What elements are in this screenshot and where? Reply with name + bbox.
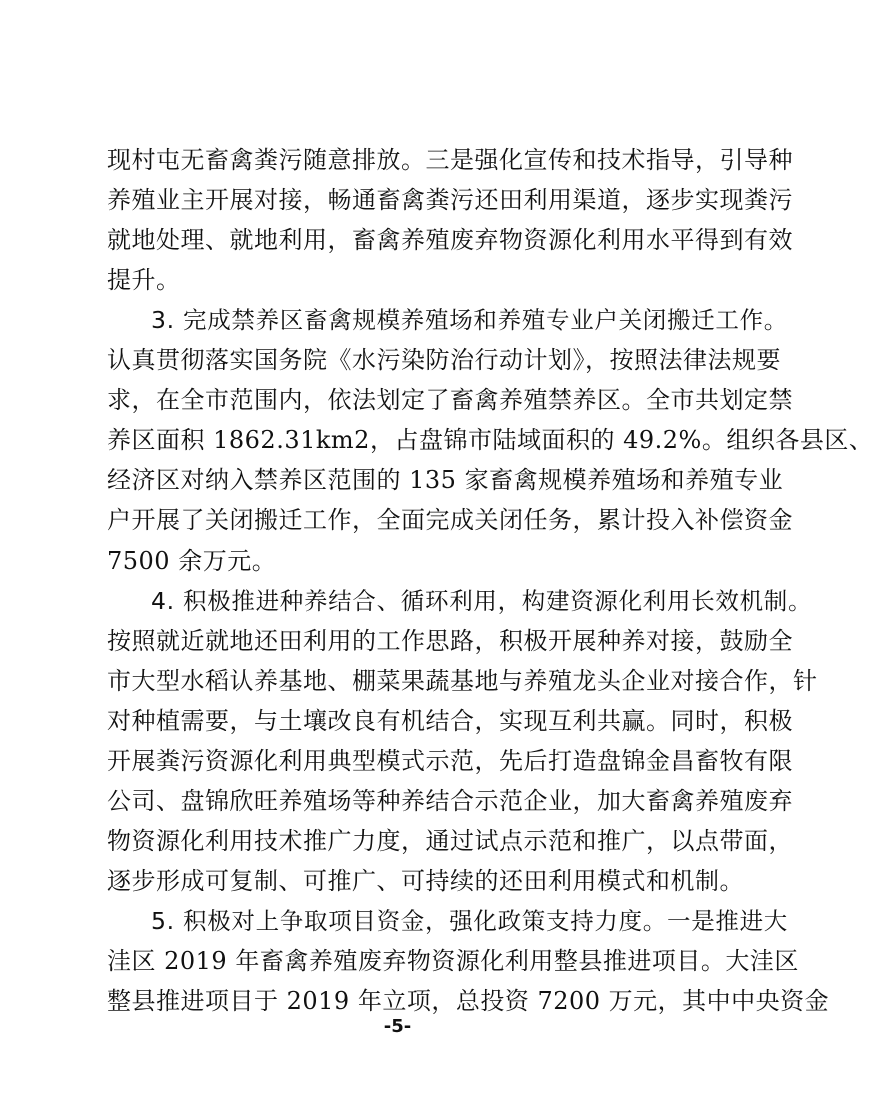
body-text-line: 7500 余万元。 bbox=[107, 547, 277, 575]
body-text-line: 公司、盘锦欣旺养殖场等种养结合示范企业，加大畜禽养殖废弃 bbox=[107, 787, 793, 815]
body-text-line: 逐步形成可复制、可推广、可持续的还田利用模式和机制。 bbox=[107, 867, 744, 895]
body-text-line: 物资源化利用技术推广力度，通过试点示范和推广，以点带面， bbox=[107, 827, 793, 855]
section-heading-5: 5. 积极对上争取项目资金，强化政策支持力度。一是推进大 bbox=[151, 907, 788, 935]
body-text-line: 整县推进项目于 2019 年立项，总投资 7200 万元，其中中央资金 bbox=[107, 987, 830, 1015]
body-text-line: 户开展了关闭搬迁工作，全面完成关闭任务，累计投入补偿资金 bbox=[107, 506, 793, 534]
section-heading-3: 3. 完成禁养区畜禽规模养殖场和养殖专业户关闭搬迁工作。 bbox=[151, 306, 788, 334]
body-text-line: 按照就近就地还田利用的工作思路，积极开展种养对接，鼓励全 bbox=[107, 627, 793, 655]
body-text-line: 求，在全市范围内，依法划定了畜禽养殖禁养区。全市共划定禁 bbox=[107, 386, 793, 414]
body-text-line: 养区面积 1862.31km2，占盘锦市陆域面积的 49.2%。组织各县区、 bbox=[107, 426, 873, 454]
body-text-line: 对种植需要，与土壤改良有机结合，实现互利共赢。同时，积极 bbox=[107, 707, 793, 735]
body-text-line: 开展粪污资源化利用典型模式示范，先后打造盘锦金昌畜牧有限 bbox=[107, 747, 793, 775]
body-text-line: 市大型水稻认养基地、棚菜果蔬基地与养殖龙头企业对接合作，针 bbox=[107, 667, 818, 695]
body-text-line: 就地处理、就地利用，畜禽养殖废弃物资源化利用水平得到有效 bbox=[107, 226, 793, 254]
body-text-line: 洼区 2019 年畜禽养殖废弃物资源化利用整县推进项目。大洼区 bbox=[107, 947, 799, 975]
body-text-line: 提升。 bbox=[107, 266, 181, 294]
body-text-line: 经济区对纳入禁养区范围的 135 家畜禽规模养殖场和养殖专业 bbox=[107, 466, 784, 494]
body-text-line: 现村屯无畜禽粪污随意排放。三是强化宣传和技术指导，引导种 bbox=[107, 146, 793, 174]
body-text-line: 认真贯彻落实国务院《水污染防治行动计划》，按照法律法规要 bbox=[107, 346, 781, 374]
page-number: -5- bbox=[383, 1016, 412, 1037]
body-text-line: 养殖业主开展对接，畅通畜禽粪污还田利用渠道，逐步实现粪污 bbox=[107, 186, 793, 214]
section-heading-4: 4. 积极推进种养结合、循环利用，构建资源化利用长效机制。 bbox=[151, 587, 813, 615]
